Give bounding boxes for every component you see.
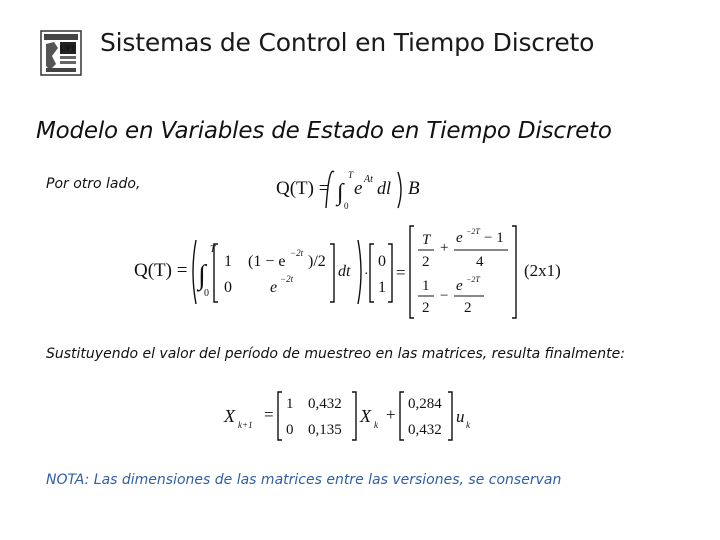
university-logo <box>40 30 82 76</box>
equals-sign: = <box>264 405 274 424</box>
final-state-equation <box>222 388 482 444</box>
svg-text:u: u <box>456 407 465 426</box>
svg-text:0: 0 <box>378 253 386 270</box>
svg-text:0: 0 <box>224 279 232 296</box>
plus-sign: + <box>440 240 449 256</box>
dot-operator: · <box>364 267 369 282</box>
svg-text:(2x1): (2x1) <box>524 261 561 280</box>
svg-text:k+1: k+1 <box>238 420 253 430</box>
section-title: Modelo en Variables de Estado en Tiempo Discreto <box>36 118 612 144</box>
svg-text:0: 0 <box>344 201 349 211</box>
svg-text:−2t: −2t <box>280 274 294 284</box>
svg-text:1: 1 <box>286 396 294 412</box>
svg-text:−2T: −2T <box>466 227 480 236</box>
svg-text:)/2: )/2 <box>308 253 326 270</box>
paren-left <box>326 171 334 208</box>
svg-text:T: T <box>422 232 431 248</box>
header-title: Sistemas de Control en Tiempo Discreto <box>100 28 595 57</box>
svg-text:2: 2 <box>422 254 430 270</box>
svg-text:B: B <box>408 178 420 199</box>
svg-text:X: X <box>224 406 235 426</box>
svg-text:Q(T) =: Q(T) = <box>276 178 330 199</box>
svg-text:2: 2 <box>422 300 430 316</box>
svg-text:1: 1 <box>224 253 232 270</box>
svg-text:e: e <box>270 279 278 296</box>
svg-text:T: T <box>348 170 354 180</box>
svg-text:0,284: 0,284 <box>408 396 442 412</box>
svg-text:At: At <box>364 174 373 185</box>
svg-text:e: e <box>456 230 463 246</box>
plus-sign: + <box>386 405 396 424</box>
equals-sign: = <box>396 263 406 282</box>
svg-text:k: k <box>466 420 470 430</box>
svg-text:k: k <box>374 420 378 430</box>
svg-text:0: 0 <box>204 288 209 299</box>
svg-text:UPT: UPT <box>60 44 76 53</box>
svg-text:4: 4 <box>476 254 484 270</box>
intro-text: Por otro lado, <box>46 176 141 192</box>
svg-text:− 1: − 1 <box>484 230 504 246</box>
svg-text:T: T <box>210 244 216 255</box>
q-expanded-equation <box>132 222 572 322</box>
svg-text:e: e <box>354 178 363 199</box>
note-text: NOTA: Las dimensiones de las matrices entre las versiones, se conservan <box>46 472 562 488</box>
svg-text:X: X <box>360 406 371 426</box>
svg-text:−2t: −2t <box>290 248 304 258</box>
svg-text:Q(T) =: Q(T) = <box>134 260 188 281</box>
svg-text:e: e <box>456 278 463 294</box>
substitution-text: Sustituyendo el valor del período de muestreo en las matrices, resulta finalmente: <box>46 346 625 362</box>
q-definition-equation <box>274 164 424 212</box>
svg-text:dt: dt <box>338 263 351 280</box>
svg-text:−2T: −2T <box>466 275 480 284</box>
paren-right <box>398 172 401 208</box>
svg-text:2: 2 <box>464 300 472 316</box>
svg-text:dl: dl <box>377 178 392 198</box>
integral-sign: ∫ <box>198 260 206 291</box>
svg-text:0,432: 0,432 <box>408 422 442 438</box>
svg-text:1: 1 <box>378 279 386 296</box>
svg-text:0,432: 0,432 <box>308 396 342 412</box>
minus-sign: − <box>440 288 449 304</box>
svg-text:0: 0 <box>286 422 294 438</box>
svg-text:1: 1 <box>422 278 430 294</box>
svg-text:0,135: 0,135 <box>308 422 342 438</box>
integral-sign: ∫ <box>337 180 344 206</box>
svg-text:(1 − e: (1 − e <box>248 253 286 270</box>
